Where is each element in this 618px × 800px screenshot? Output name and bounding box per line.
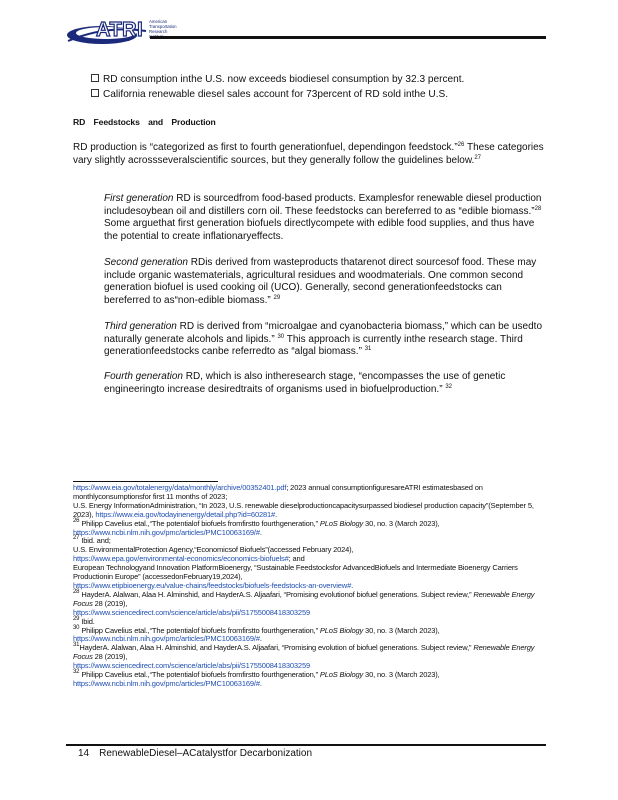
checkbox-icon (91, 89, 99, 97)
footnotes: https://www.eia.gov/totalenergy/data/monthly/archive/00352401.pdf; 2023 annual consumptionfiguresareATRI estimatesbased on monthlyconsumptionsfor first 11 months of 2023; U.S. Energy InformationAdministration, “In 2023, U.S. renewable dieselproductioncapacitysurpassed biodiesel production capacity”(September 5, 2023), https://www.eia.gov/todayinenergy/detail.php?id=60281#. $^{26}$ Philipp Cavelius etal.,“The potentialof biofuels fromfirstto fourthgeneration,” PLoS Biology 30, no. 3 (March 2023), https://www.ncbi.nlm.nih.gov/pmc/articles/PMC10063169/#. $^{27}$ Ibid. and; U.S. EnvironmentalProtection Agency,“Economicsof Biofuels”(accessed February 2024), https://www.epa.gov/environmental-economics/economics-biofuels#; and European Technologyand Innovation PlatformBioenergy, “Sustainable Feedstocksfor AdvancedBiofuels and Intermediate Bioenergy Carriers Productionin Europe” (accessedonFebruary19,2024), https://www.etipbioenergy.eu/value-chains/feedstocks/biofuels-feedstocks-an-overview#. $^{28}$ HayderA. Alalwan, Alaa H. Alminshid, and HayderA.S. Aljaafari, “Promising evolutionof biofuel generations. Subject review,” Renewable Energy Focus 28 (2019), https://www.sciencedirect.com/science/article/abs/pii/S1755008418303259 $^{29}$ Ibid. $^{30}$ Philipp Cavelius etal.,“The potentialof biofuels fromfirstto fourthgeneration,” PLoS Biology 30, no. 3 (March 2023), https://www.ncbi.nlm.nih.gov/pmc/articles/PMC10063169/#. $^{31}$HayderA. Alalwan, Alaa H. Alminshid, and HayderA.S. Aljaafari, “Promising evolution of biofuel generations. Subject review,” Renewable Energy Focus 28 (2019), https://www.sciencedirect.com/science/article/abs/pii/S1755008418303259 $^{32}$ Philipp Cavelius etal.,“The potentialof biofuels fromfirstto fourthgeneration,” PLoS Biology 30, no. 3 (March 2023), https://www.ncbi.nlm.nih.gov/pmc/articles/PMC10063169/#. (73, 483, 535, 688)
footnote-link[interactable]: https://www.eia.gov/totalenergy/data/monthly/archive/00352401.pdf (73, 483, 287, 492)
atri-logo (66, 17, 178, 47)
footnote-link[interactable]: https://www.sciencedirect.com/science/article/abs/pii/S1755008418303259 (73, 607, 310, 617)
page-footer (78, 748, 322, 759)
footnote-link[interactable]: https://www.sciencedirect.com/science/article/abs/pii/S1755008418303259 (73, 661, 310, 671)
logo-subtext: American Transportation Research (149, 19, 177, 34)
footnote-link[interactable]: https://www.eia.gov/todayinenergy/detail.php?id=60281# (95, 509, 276, 519)
bullet-item: RD consumption inthe U.S. now exceeds biodiesel consumption by 32.3 percent. (91, 73, 464, 87)
footnote-link[interactable]: https://www.ncbi.nlm.nih.gov/pmc/articles/PMC10063169/# (73, 634, 260, 644)
section-heading: RD Feedstocks and Production (73, 117, 216, 127)
checkbox-icon (91, 74, 99, 82)
footer-rule (66, 744, 546, 746)
footnote-link[interactable]: https://www.etipbioenergy.eu/value-chains/feedstocks/biofuels-feedstocks-an-overview# (73, 580, 352, 590)
intro-paragraph: RD production is “categorized as first to fourth generationfuel, dependingon feedstock.”$^{26}$ These categories vary slightly acrossseveralscientific sources, but they generally follow the guidelines below.$^{27}$ (73, 142, 544, 166)
page-number: 14 (78, 748, 90, 759)
fourth-generation-paragraph: Fourth generation RD, which is also intheresearch stage, “encompasses the use of genetic engineeringto increase desiredtraits of organisms used in biofuelproduction.” $^{32}$ (104, 371, 506, 395)
footnote-link[interactable]: https://www.epa.gov/environmental-economics/economics-biofuels# (73, 554, 289, 564)
first-generation-paragraph: First generation RD is sourcedfrom food-based products. Examplesfor renewable diesel production includesoybean oil and distillers corn oil. These feedstocks can bereferred to as “edible biomass.”$^{28}$ Some arguethat first generation biofuels directlycompete with edible food supplies, and thus have the potential to create inflationaryeffects. (104, 193, 542, 242)
third-generation-paragraph: Third generation RD is derived from “microalgae and cyanobacteria biomass,” which can be usedto naturally generate alcohols and lipids.” $^{30}$ This approach is currently inthe research stage. Third generationfeedstocks canbe referredto as “algal biomass.” $^{31}$ (104, 321, 542, 357)
footnote-link[interactable]: https://www.ncbi.nlm.nih.gov/pmc/articles/PMC10063169/# (73, 527, 260, 537)
footnote-rule (73, 481, 218, 482)
document-title: RenewableDiesel–ACatalystfor Decarbonization (99, 748, 313, 759)
header-rule (150, 36, 546, 39)
logo-text: ATRI (96, 19, 144, 41)
second-generation-paragraph: Second generation RDis derived from wasteproducts thatarenot direct sourcesof food. These may include organic wastematerials, agricultural residues and woodmaterials. One common second generation biofuel is used cooking oil (UCO). Generally, second generationfeedstocks can bereferred to as“non-edible biomass.” $^{29}$ (104, 257, 537, 306)
bullet-item: California renewable diesel sales account for 73percent of RD sold inthe U.S. (91, 88, 448, 102)
footnote-link[interactable]: https://www.ncbi.nlm.nih.gov/pmc/articles/PMC10063169/# (73, 678, 260, 688)
